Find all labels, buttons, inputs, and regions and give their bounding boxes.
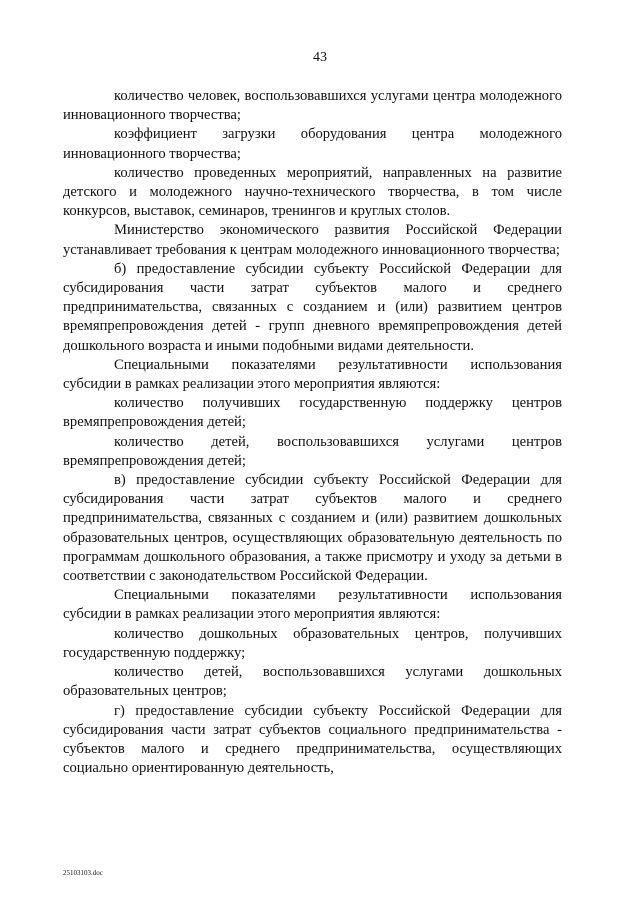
paragraph: количество человек, воспользовавшихся услугами центра молодежного инновационного творчества; <box>63 88 562 124</box>
paragraph: б) предоставление субсидии субъекту Российской Федерации для субсидирования части затрат субъектов малого и среднего предпринимательства, связанных с созданием и (или) развитием центров времяпрепровождения детей - групп дневного времяпрепровождения детей дошкольного возраста и иными подобными видами деятельности. <box>63 260 562 354</box>
paragraph: количество детей, воспользовавшихся услугами центров времяпрепровождения детей; <box>63 433 562 469</box>
paragraph: количество дошкольных образовательных центров, получивших государственную поддержку; <box>63 625 562 661</box>
paragraph: в) предоставление субсидии субъекту Российской Федерации для субсидирования части затрат субъектов малого и среднего предпринимательства, связанных с созданием и (или) развитием дошкольных образовательных центров, осуществляющих образовательную деятельность по программам дошкольного образования, а также присмотру и уходу за детьми в соответствии с законодательством Российской Федерации. <box>63 472 562 585</box>
page-number: 43 <box>313 50 327 65</box>
paragraph: Министерство экономического развития Российской Федерации устанавливает требования к центрам молодежного инновационного творчества; <box>63 222 562 258</box>
footer-filename: 25103103.doc <box>63 869 103 877</box>
paragraph: количество детей, воспользовавшихся услугами дошкольных образовательных центров; <box>63 664 562 700</box>
paragraph: количество получивших государственную поддержку центров времяпрепровождения детей; <box>63 395 562 431</box>
paragraph: Специальными показателями результативности использования субсидии в рамках реализации этого мероприятия являются: <box>63 356 562 393</box>
document-body <box>63 87 562 778</box>
paragraph: количество проведенных мероприятий, направленных на развитие детского и молодежного научно-технического творчества, в том числе конкурсов, выставок, семинаров, тренингов и круглых столов. <box>63 164 562 220</box>
paragraph: г) предоставление субсидии субъекту Российской Федерации для субсидирования части затрат субъектов социального предпринимательства - субъектов малого и среднего предпринимательства, осуществляющих социально ориентированную деятельность, <box>63 702 562 777</box>
paragraph: Специальными показателями результативности использования субсидии в рамках реализации этого мероприятия являются: <box>63 587 562 623</box>
paragraph: коэффициент загрузки оборудования центра молодежного инновационного творчества; <box>63 126 562 162</box>
